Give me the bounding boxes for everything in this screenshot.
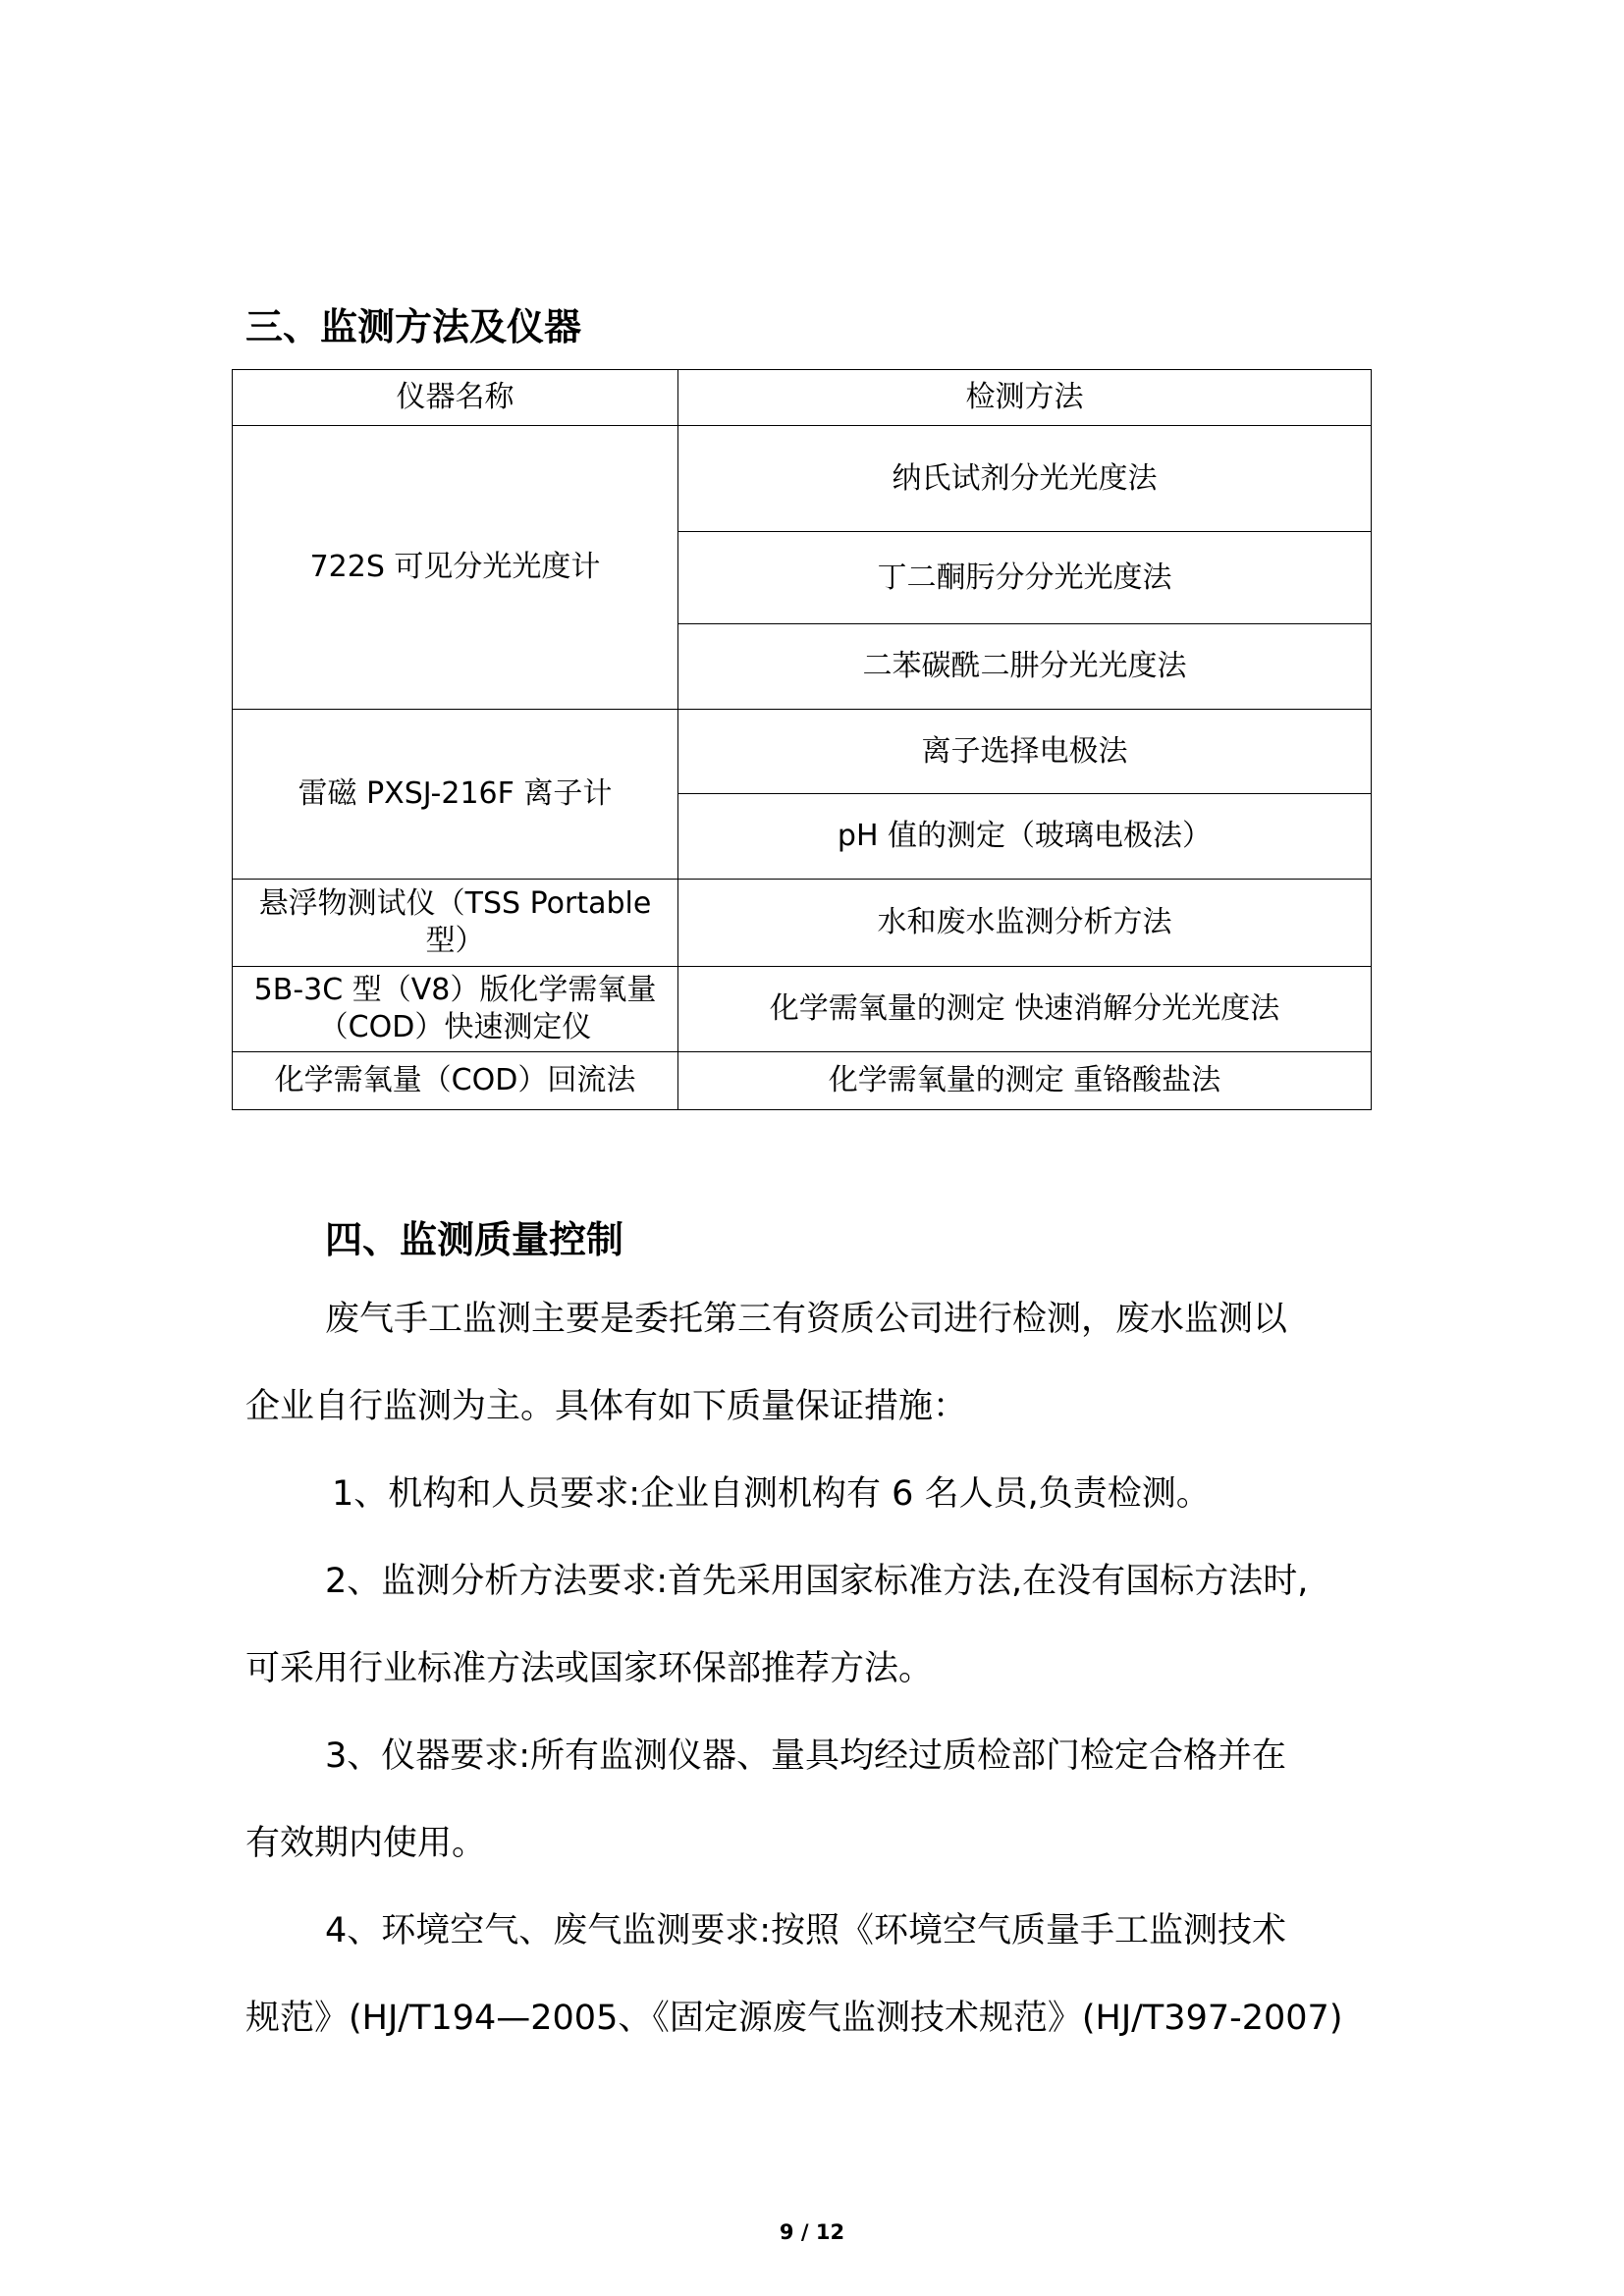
paragraph-line: 规范》(HJ/T194—2005、《固定源废气监测技术规范》(HJ/T397-2007) — [245, 1999, 1343, 2038]
header-test-method: 检测方法 — [678, 370, 1372, 426]
method-cell: 离子选择电极法 — [678, 710, 1372, 794]
paragraph-line: 可采用行业标准方法或国家环保部推荐方法。 — [245, 1649, 934, 1688]
paragraph-line: 废气手工监测主要是委托第三有资质公司进行检测，废水监测以 — [325, 1300, 1288, 1339]
instrument-cell: 722S 可见分光光度计 — [233, 426, 678, 710]
method-cell: 化学需氧量的测定 快速消解分光光度法 — [678, 967, 1372, 1052]
paragraph-line: 1、机构和人员要求:企业自测机构有 6 名人员,负责检测。 — [332, 1474, 1211, 1514]
paragraph-line: 4、环境空气、废气监测要求:按照《环境空气质量手工监测技术 — [325, 1911, 1287, 1950]
table-row — [233, 710, 1372, 794]
method-cell: 水和废水监测分析方法 — [678, 880, 1372, 967]
instrument-cell: 雷磁 PXSJ-216F 离子计 — [233, 710, 678, 880]
method-cell: 化学需氧量的测定 重铬酸盐法 — [678, 1052, 1372, 1110]
table-header-row — [233, 370, 1372, 426]
table-row — [233, 426, 1372, 532]
quality-control-body — [245, 1276, 1394, 2062]
paragraph-line: 2、监测分析方法要求:首先采用国家标准方法,在没有国标方法时, — [325, 1562, 1309, 1601]
paragraph-line: 企业自行监测为主。具体有如下质量保证措施： — [245, 1387, 968, 1426]
method-cell: 二苯碳酰二肼分光光度法 — [678, 624, 1372, 710]
table-row — [233, 880, 1372, 967]
instrument-cell: 化学需氧量（COD）回流法 — [233, 1052, 678, 1110]
paragraph-line: 有效期内使用。 — [245, 1824, 487, 1863]
page-number: 9 / 12 — [779, 2220, 845, 2244]
method-cell: 丁二酮肟分分光光度法 — [678, 532, 1372, 624]
header-instrument-name: 仪器名称 — [233, 370, 678, 426]
table-row — [233, 1052, 1372, 1110]
section-4-heading: 四、监测质量控制 — [325, 1218, 624, 1261]
methods-instruments-table — [232, 369, 1372, 1110]
method-cell: pH 值的测定（玻璃电极法） — [678, 794, 1372, 880]
instrument-cell: 5B-3C 型（V8）版化学需氧量（COD）快速测定仪 — [233, 967, 678, 1052]
table-row — [233, 967, 1372, 1052]
paragraph-line: 3、仪器要求:所有监测仪器、量具均经过质检部门检定合格并在 — [325, 1736, 1287, 1776]
method-cell: 纳氏试剂分光光度法 — [678, 426, 1372, 532]
section-3-heading: 三、监测方法及仪器 — [245, 305, 582, 348]
instrument-cell: 悬浮物测试仪（TSS Portable 型） — [233, 880, 678, 967]
